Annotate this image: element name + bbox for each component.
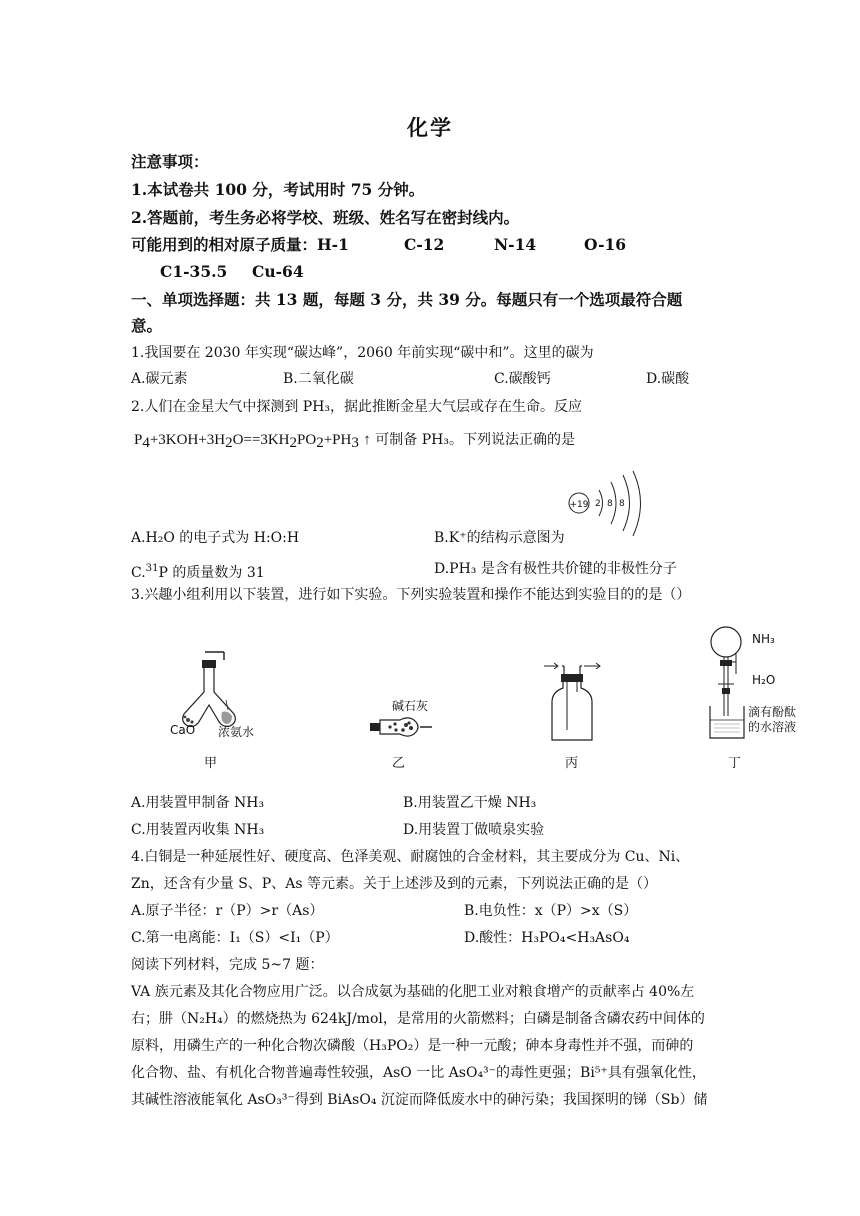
q4-option-a: A.原子半径：r（P）>r（As） (131, 903, 324, 919)
q4-option-b: B.电负性：x（P）>x（S） (464, 903, 638, 919)
q3-option-c: C.用装置丙收集 NH₃ (131, 822, 265, 838)
atomic-mass-o: O-16 (584, 235, 627, 254)
k-ion-structure-diagram (566, 470, 646, 538)
reading-line-3: 原料，用磷生产的一种化合物次磷酸（H₃PO₂）是一种一元酸；砷本身毒性并不强，而砷的 (131, 1038, 694, 1054)
shell-2-count: 8 (607, 499, 613, 509)
section-heading-1: 一、单项选择题：共 13 题，每题 3 分，共 39 分。每题只有一个选项最符合题 (131, 290, 683, 309)
caption-jia: 甲 (204, 756, 218, 771)
label-h2o: H₂O (752, 673, 776, 687)
q4-stem-1: 4.白铜是一种延展性好、硬度高、色泽美观、耐腐蚀的合金材料，其主要成分为 Cu、Ni、 (131, 849, 690, 865)
q1-stem: 1.我国要在 2030 年实现“碳达峰”，2060 年前实现“碳中和”。这里的碳为 (131, 345, 594, 361)
caption-yi: 乙 (392, 756, 406, 771)
q1-option-b: B.二氧化碳 (283, 371, 354, 387)
nucleus-charge-label: +19 (569, 500, 589, 510)
q2-option-c: C.$^{31}$P 的质量数为 31 (131, 563, 265, 581)
atomic-mass-n: N-14 (494, 235, 537, 254)
atomic-mass-c: C-12 (404, 235, 445, 254)
atomic-mass-cu: Cu-64 (252, 262, 304, 281)
reading-line-5: 其碱性溶液能氧化 AsO₃³⁻得到 BiAsO₄ 沉淀而降低废水中的砷污染；我国探明的锑（Sb）储 (131, 1092, 708, 1108)
q3-option-d: D.用装置丁做喷泉实验 (403, 822, 545, 838)
q1-option-a: A.碳元素 (131, 371, 188, 387)
q2-stem: 2.人们在金星大气中探测到 PH₃，据此推断金星大气层或存在生命。反应 (131, 399, 583, 415)
label-phenol-1: 滴有酚酞 (748, 705, 797, 719)
notes-heading: 注意事项： (131, 152, 209, 171)
apparatus-bing (540, 660, 608, 744)
reading-line-2: 右；肼（N₂H₄）的燃烧热为 624kJ/mol，是常用的火箭燃料；白磷是制备含磷农药中间体的 (131, 1011, 705, 1027)
apparatus-yi (366, 712, 436, 742)
notes-line-2: 2.答题前，考生务必将学校、班级、姓名写在密封线内。 (131, 208, 520, 227)
label-ammonia: 浓氨水 (218, 725, 255, 739)
q3-option-a: A.用装置甲制备 NH₃ (131, 795, 265, 811)
q4-stem-2: Zn，还含有少量 S、P、As 等元素。关于上述涉及到的元素，下列说法正确的是（） (131, 876, 657, 892)
q2-option-a: A.H₂O 的电子式为 H:O:H (131, 530, 300, 546)
q1-option-c: C.碳酸钙 (494, 371, 551, 387)
q3-stem: 3.兴趣小组利用以下装置，进行如下实验。下列实验装置和操作不能达到实验目的的是（） (131, 587, 691, 603)
q2-option-d: D.PH₃ 是含有极性共价键的非极性分子 (434, 561, 677, 577)
q2-option-b: B.K⁺的结构示意图为 (434, 530, 565, 546)
atomic-mass-cl: C1-35.5 (160, 262, 228, 281)
q4-option-d: D.酸性：H₃PO₄<H₃AsO₄ (464, 930, 630, 946)
reading-line-1: VA 族元素及其化合物应用广泛。以合成氨为基础的化肥工业对粮食增产的贡献率占 40%左 (131, 984, 695, 1000)
q1-option-d: D.碳酸 (646, 371, 690, 387)
label-phenol-2: 的水溶液 (748, 720, 797, 734)
section-heading-2: 意。 (131, 316, 163, 335)
q3-option-b: B.用装置乙干燥 NH₃ (403, 795, 537, 811)
page-title: 化学 (407, 115, 453, 140)
label-soda-lime: 碱石灰 (392, 699, 429, 713)
reading-intro: 阅读下列材料，完成 5~7 题： (131, 957, 324, 973)
caption-ding: 丁 (728, 756, 742, 771)
atomic-mass-label: 可能用到的相对原子质量：H-1 (131, 235, 349, 254)
reading-line-4: 化合物、盐、有机化合物普遍毒性较强，AsO 一比 AsO₄³⁻的毒性更强；Bi⁵⁺具有强氧化性， (131, 1065, 706, 1081)
label-nh3: NH₃ (752, 632, 775, 646)
shell-1-count: 2 (595, 499, 601, 509)
q2-equation: P4+3KOH+3H2O==3KH2PO2+PH3 ↑ 可制备 PH₃。下列说法正确的是 (134, 432, 575, 451)
shell-3-count: 8 (619, 499, 625, 509)
q4-option-c: C.第一电离能：I₁（S）<I₁（P） (131, 930, 339, 946)
notes-line-1: 1.本试卷共 100 分，考试用时 75 分钟。 (131, 180, 425, 199)
caption-bing: 丙 (565, 756, 579, 771)
label-cao: CaO (170, 723, 196, 737)
